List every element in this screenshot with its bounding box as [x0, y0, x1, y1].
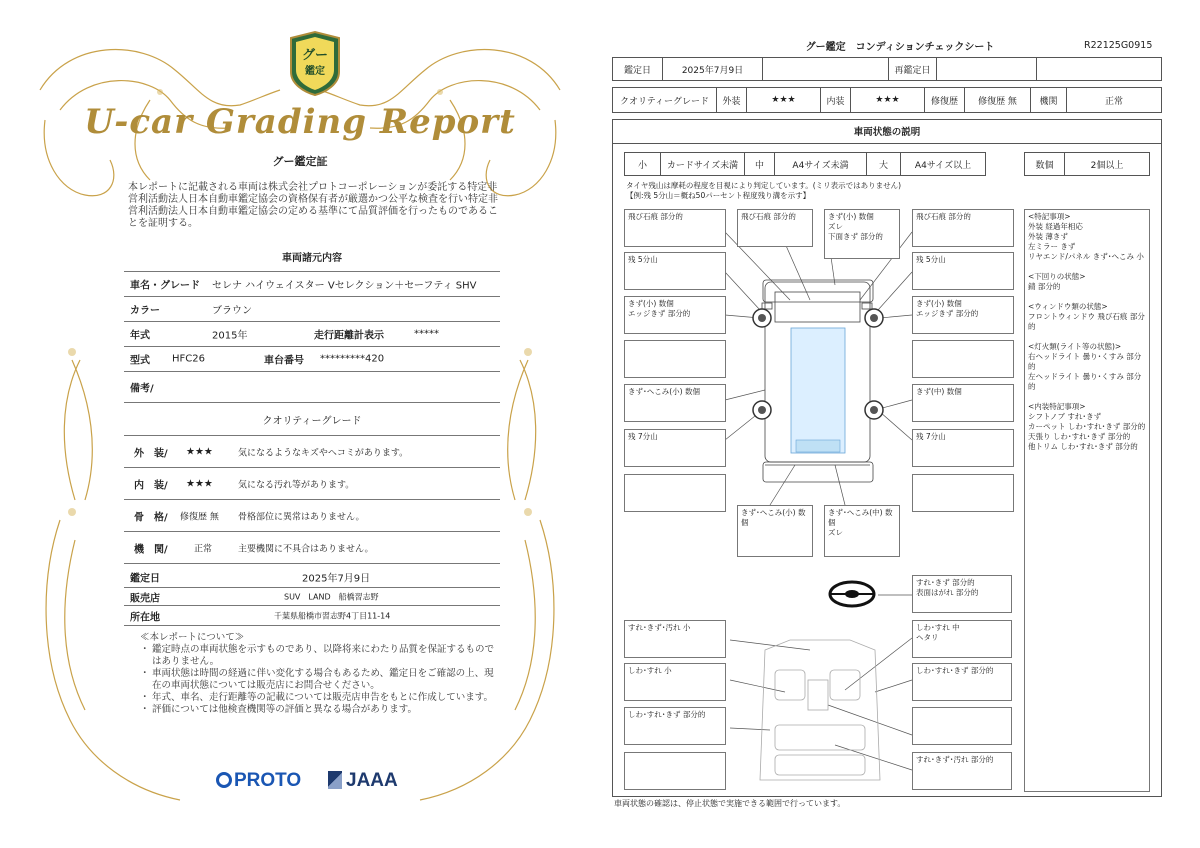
spec-row-model [124, 347, 500, 372]
report-title: U-car Grading Report [84, 102, 516, 142]
note-text: 鑑定時点の車両状態を示すものであり、以降将来にわたり品質を保証するものではありません。 [152, 644, 495, 667]
certificate-body: 本レポートに記載される車両は株式会社プロトコーポレーションが委託する特定非営利活動法人日本自動車鑑定協会の資格保有者が厳選かつ公平な検査を行い特定非営利活動法人日本自動車鑑定協会の定める基準にて品質評価を行ったものであることを証明する。 [128, 182, 498, 229]
certificate-title: グー鑑定証 [272, 155, 328, 168]
interior-note-left-4 [624, 752, 726, 790]
sheet-title: グー鑑定 コンディションチェックシート [805, 42, 995, 53]
size-large-desc: A4サイズ以上 [914, 160, 972, 171]
damage-note-front-left: 飛び石痕 部分的 [624, 209, 726, 247]
damage-note-left-rear: きず･へこみ(小) 数個 [624, 384, 726, 422]
jaaa-logo [328, 770, 398, 792]
name-value: セレナ ハイウェイスター Vセレクション＋セーフティ SHV [212, 280, 477, 292]
model-value: HFC26 [172, 353, 205, 365]
note-bullet: ・ [140, 692, 150, 703]
proto-logo [216, 770, 301, 792]
grade-row-exterior [124, 436, 500, 468]
exterior-stars: ★★★ [186, 446, 213, 457]
exterior-label: 外 装/ [134, 448, 168, 459]
shop-label: 販売店 [130, 593, 160, 604]
goo-kantei-badge [286, 30, 344, 96]
interior-note-left-2: しわ･すれ 小 [624, 663, 726, 701]
damage-note-right-front-door: きず(小) 数個 エッジきず 部分的 [912, 296, 1014, 334]
proto-mark-icon [216, 772, 232, 788]
spec-row-remarks [124, 372, 500, 403]
chassis-label: 車台番号 [264, 355, 304, 367]
remarks-label: 備考/ [130, 383, 154, 395]
interior-note-right-4: すれ･きず･汚れ 部分的 [912, 752, 1012, 790]
note-text: 車両状態は時間の経過に伴い変化する場合もあるため、鑑定日をご確認の上、現在の車両状態については販売店にお問合せください。 [152, 668, 494, 691]
frame-label: 骨 格/ [134, 512, 168, 523]
info-row-date [124, 566, 500, 588]
spec-divider [124, 262, 500, 272]
damage-note-right-bottom [912, 474, 1014, 512]
engine-text: 主要機関に不具合はありません。 [238, 544, 374, 554]
spec-section-title: 車両諸元内容 [282, 253, 342, 264]
engine-value: 正常 [194, 544, 213, 554]
interior-label: 内 装/ [134, 480, 168, 491]
engine-value: 正常 [1104, 96, 1123, 107]
damage-note-left-front-door: きず(小) 数個 エッジきず 部分的 [624, 296, 726, 334]
color-label: カラー [130, 305, 160, 317]
size-large-label: 大 [867, 153, 901, 175]
note-text: 年式、車名、走行距離等の記載については販売店申告をもとに作成しています。 [152, 692, 494, 703]
quality-divider [124, 424, 500, 436]
interior-stars: ★★★ [186, 478, 213, 489]
note-bullet: ・ [140, 668, 150, 679]
jaaa-logo-text: JAAA [346, 770, 398, 791]
date-value: 2025年7月9日 [302, 573, 371, 584]
note-item [140, 704, 500, 716]
frame-value: 修復歴 無 [180, 512, 219, 522]
damage-note-left-mid [624, 340, 726, 378]
name-label: 車名・グレード [130, 280, 200, 292]
size-small-desc: カードサイズ未満 [661, 153, 745, 175]
interior-note-left-1: すれ･きず･汚れ 小 [624, 620, 726, 658]
grade-row-frame [124, 500, 500, 532]
chassis-value: *********420 [320, 353, 385, 365]
count-desc: 2個以上 [1090, 160, 1124, 171]
note-bullet: ・ [140, 704, 150, 715]
badge-line2: 鑑定 [305, 66, 325, 77]
damage-note-hood: 飛び石痕 部分的 [737, 209, 813, 247]
quality-grade-label: クオリティーグレード [613, 88, 717, 112]
grade-row-engine [124, 532, 500, 564]
sheet-footer-note: 車両状態の確認は、停止状態で実施できる範囲で行っています。 [614, 799, 846, 808]
damage-note-right-rear: きず(中) 数個 [912, 384, 1014, 422]
year-value: 2015年 [212, 330, 248, 342]
mileage-label: 走行距離計表示 [314, 330, 384, 342]
color-value: ブラウン [212, 305, 252, 317]
note-text: 評価については他検査機関等の評価と異なる場合があります。 [152, 704, 418, 715]
size-mid-desc: A4サイズ未満 [775, 153, 867, 175]
spec-row-year [124, 322, 500, 347]
badge-line1: グー [301, 48, 328, 63]
damage-note-rear-left: きず･へこみ(小) 数個 [737, 505, 813, 557]
tire-example: 【例:残 5分山＝概ね50パーセント程度残り溝を示す】 [626, 191, 811, 200]
interior-text: 気になる汚れ等があります。 [238, 480, 355, 490]
model-label: 型式 [130, 355, 150, 367]
tire-note-rear-right: 残 7分山 [912, 429, 1014, 467]
tire-note-rear-left: 残 7分山 [624, 429, 726, 467]
engine-label: 機関 [1031, 88, 1067, 112]
repair-label: 修復歴 [925, 88, 965, 112]
special-notes-panel: <特記事項> 外装 経過年相応 外装 薄きず 左ミラー きず リヤエンド/パネル きず･へこみ 小 <下回りの状態> 錆 部分的 <ウィンドウ類の状態> フロントウィンドウ 飛び石痕 部分的 <灯火類(ライト等の状態)> 右ヘッドライト 曇り･くすみ 部分的 左ヘッドライト 曇り･くすみ 部分的 <内装特記事項> シフトノブ すれ･きず カーペット しわ･すれ･きず 部分的 天張り しわ･すれ･きず 部分的 他トリム しわ･すれ･きず 部分的 [1024, 209, 1150, 792]
note-item [140, 692, 500, 704]
note-item [140, 668, 500, 692]
interior-note-right-1: しわ･すれ 中 ヘタリ [912, 620, 1012, 658]
tire-note-front-left: 残 5分山 [624, 252, 726, 290]
spec-row-name [124, 272, 500, 297]
condition-check-sheet [600, 0, 1200, 848]
frame-text: 骨格部位に異常はありません。 [238, 512, 365, 522]
ext-value: ★★★ [747, 88, 821, 112]
damage-note-left-bottom [624, 474, 726, 512]
damage-note-right-mid [912, 340, 1014, 378]
engine-label: 機 関/ [134, 544, 168, 555]
exterior-text: 気になるようなキズやヘコミがあります。 [238, 448, 409, 458]
sheet-id: R22125G0915 [1084, 40, 1153, 51]
info-row-address [124, 606, 500, 626]
inspect-date-value: 2025年7月9日 [663, 58, 763, 80]
spec-row-color [124, 297, 500, 322]
mileage-value: ***** [414, 328, 439, 340]
damage-note-front-bumper: きず(小) 数個 ズレ 下面きず 部分的 [824, 209, 900, 259]
year-label: 年式 [130, 330, 150, 342]
size-small-label: 小 [625, 153, 661, 175]
tire-note: タイヤ残山は摩耗の程度を目視により判定しています。(ミリ表示ではありません) [626, 181, 902, 190]
reinspect-date-label: 再鑑定日 [889, 58, 937, 80]
address-label: 所在地 [130, 612, 160, 623]
tire-note-front-right: 残 5分山 [912, 252, 1014, 290]
interior-note-left-3: しわ･すれ･きず 部分的 [624, 707, 726, 745]
interior-note-right-3 [912, 707, 1012, 745]
jaaa-mark-icon [328, 771, 342, 789]
steering-wheel-icon [830, 582, 874, 606]
ext-label: 外装 [717, 88, 747, 112]
proto-logo-text: PROTO [234, 770, 302, 791]
repair-value: 修復歴 無 [965, 88, 1031, 112]
address-value: 千葉県船橋市習志野4丁目11-14 [274, 611, 391, 620]
int-label: 内装 [821, 88, 851, 112]
damage-note-rear-bumper: きず･へこみ(中) 数個 ズレ [824, 505, 900, 557]
date-label: 鑑定日 [130, 573, 160, 584]
notes-title: ≪本レポートについて≫ [140, 632, 245, 643]
interior-note-right-2: しわ･すれ･きず 部分的 [912, 663, 1012, 701]
shop-value: SUV LAND 船橋習志野 [284, 592, 379, 601]
size-mid-label: 中 [745, 153, 775, 175]
note-bullet: ・ [140, 644, 150, 655]
inspect-date-label: 鑑定日 [613, 58, 663, 80]
damage-note-front-right: 飛び石痕 部分的 [912, 209, 1014, 247]
count-label: 数個 [1025, 153, 1065, 175]
quality-grade-title: クオリティーグレード [262, 416, 362, 427]
grade-row-interior [124, 468, 500, 500]
condition-title: 車両状態の説明 [612, 119, 1162, 144]
interior-note-steering: すれ･きず 部分的 表面はがれ 部分的 [912, 575, 1012, 613]
report-notes [140, 632, 500, 716]
note-item [140, 644, 500, 668]
info-row-shop [124, 588, 500, 606]
int-value: ★★★ [851, 88, 925, 112]
